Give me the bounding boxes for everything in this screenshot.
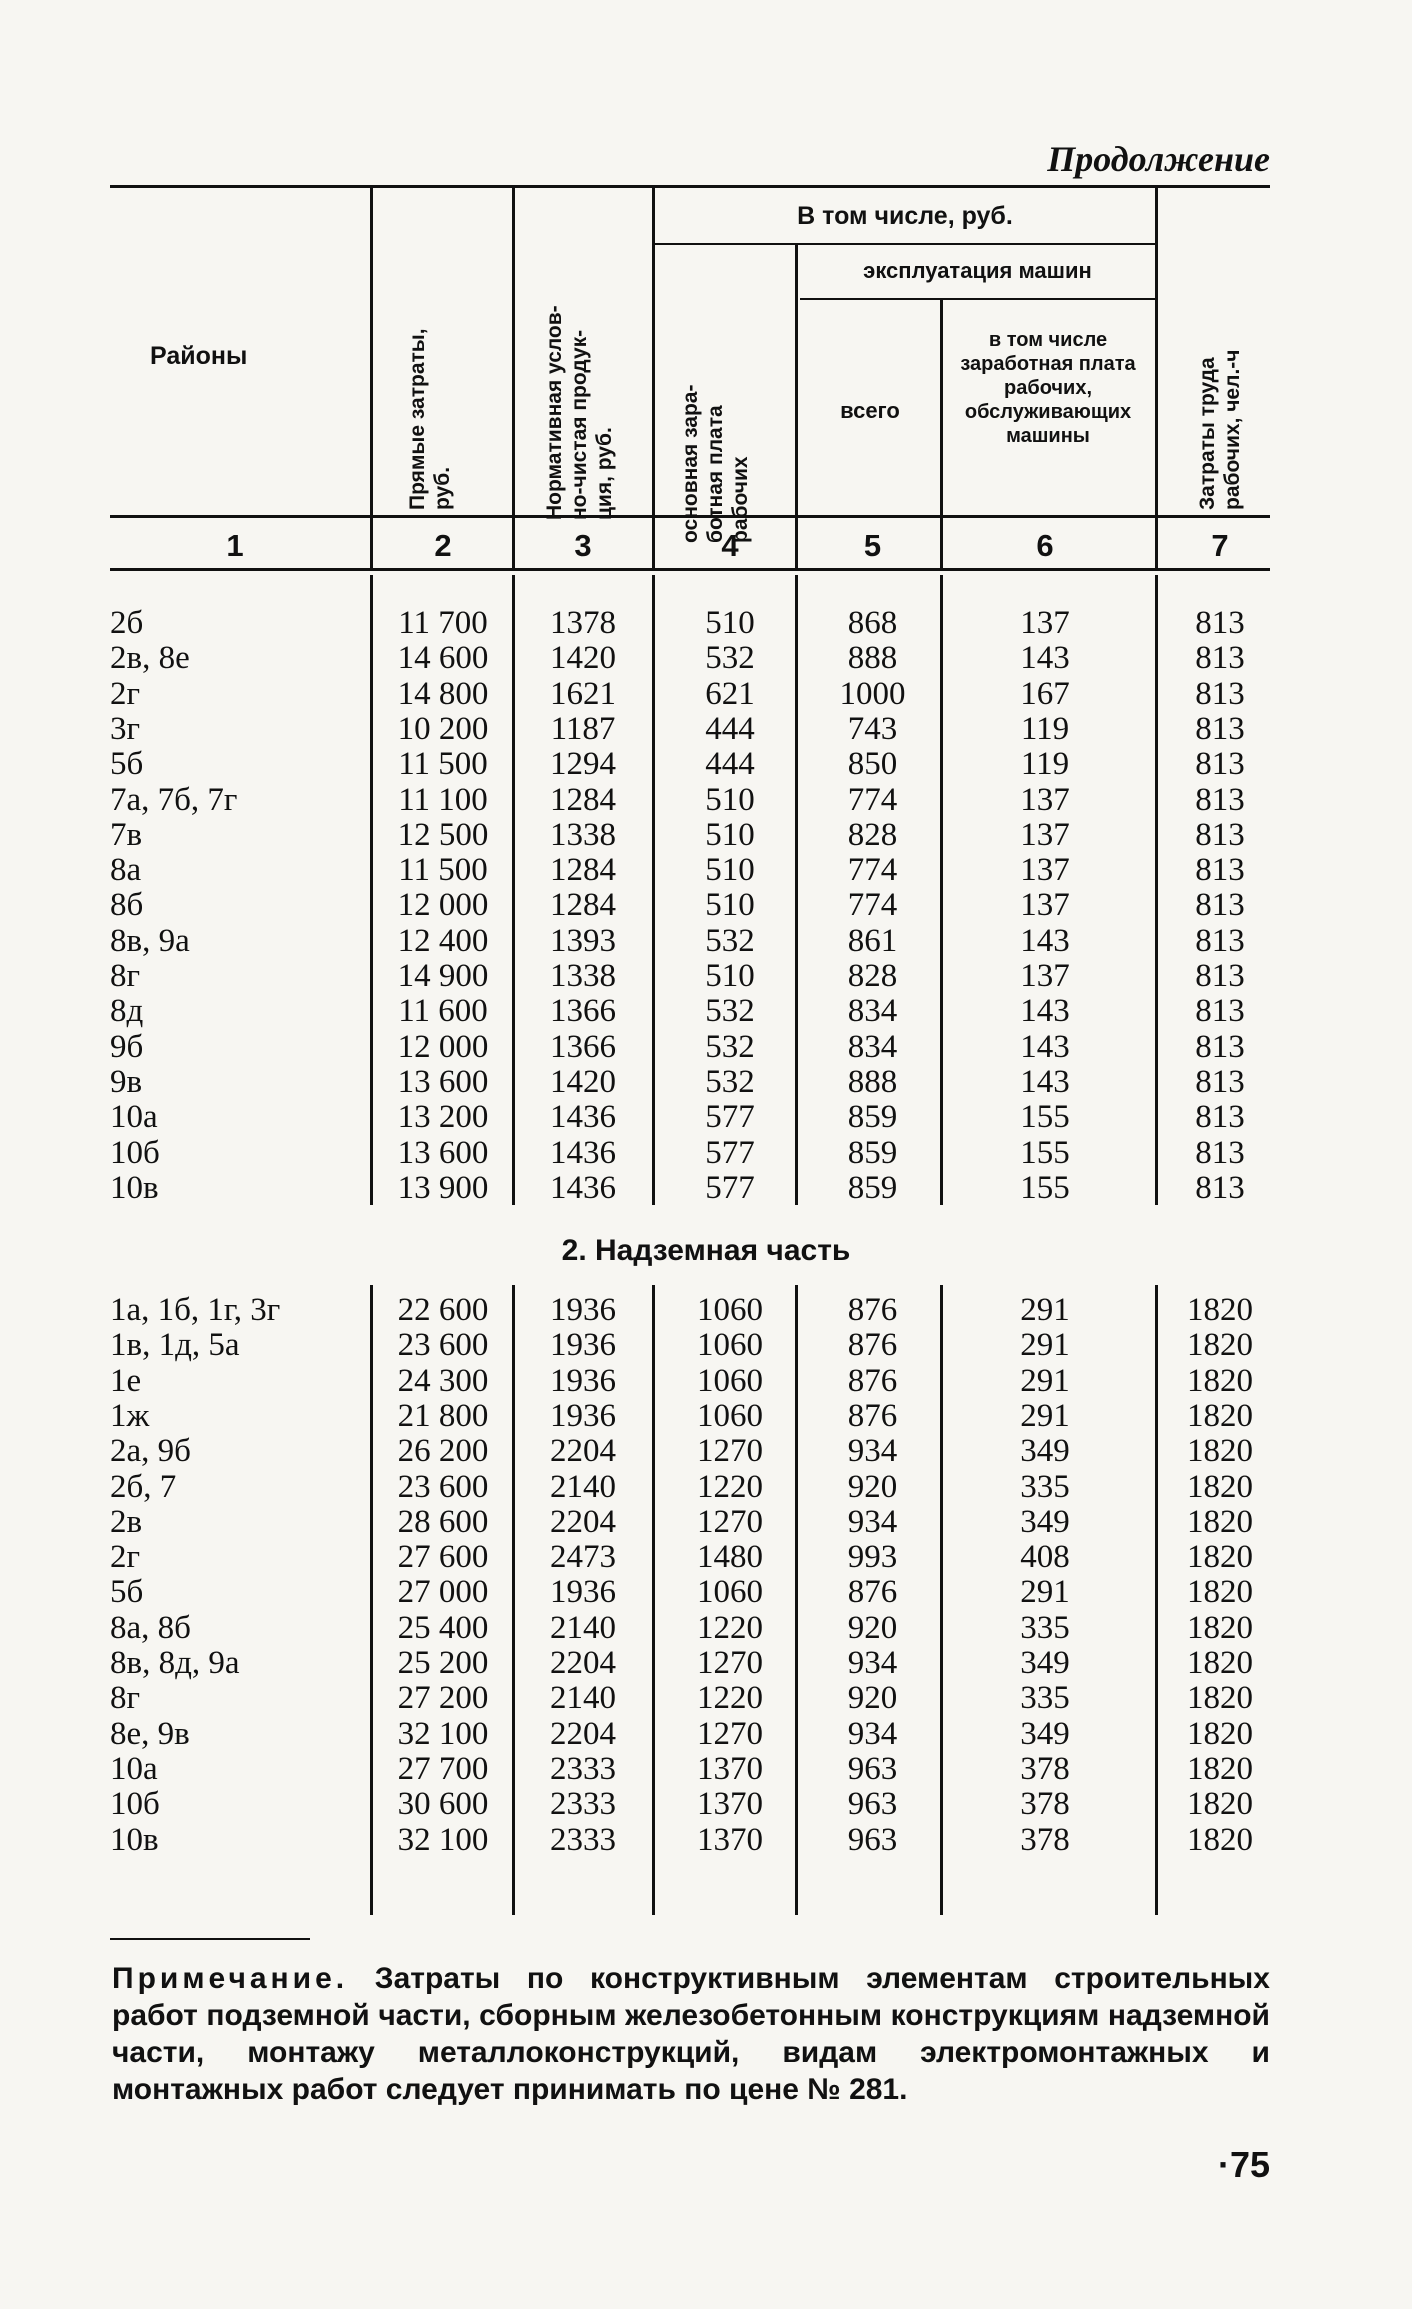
labor-cell: 1820 (1187, 1327, 1253, 1364)
direct-costs-cell: 13 900 (397, 1169, 489, 1206)
region-cell: 1а, 1б, 1г, 3г (110, 1292, 281, 1328)
region-cell: 1е (110, 1362, 142, 1399)
normative-cell: 1378 (550, 605, 616, 641)
normative-cell: 1420 (550, 640, 616, 677)
base-salary-cell: 444 (705, 746, 755, 783)
region-cell: 5б (110, 1574, 144, 1611)
base-salary-cell: 510 (705, 816, 755, 853)
labor-cell: 1820 (1187, 1786, 1253, 1823)
direct-costs-cell: 30 600 (397, 1786, 489, 1823)
direct-costs-cell: 11 600 (398, 993, 488, 1030)
base-salary-cell: 1480 (697, 1539, 763, 1576)
machine-total-cell: 868 (847, 605, 898, 641)
operator-salary-cell: 137 (1020, 852, 1070, 889)
labor-cell: 1820 (1187, 1715, 1253, 1752)
labor-cell: 1820 (1187, 1397, 1253, 1434)
operator-salary-cell: 137 (1020, 958, 1070, 994)
normative-cell: 2140 (550, 1468, 616, 1505)
machine-total-cell: 876 (847, 1292, 898, 1328)
table-row (0, 1716, 1412, 1752)
machine-total-cell: 934 (847, 1503, 898, 1540)
region-cell: 8д (110, 993, 144, 1030)
direct-costs-cell: 32 100 (397, 1821, 489, 1858)
column-number: 3 (574, 528, 592, 563)
normative-cell: 1436 (550, 1169, 616, 1206)
direct-costs-cell: 12 000 (397, 1028, 489, 1065)
base-salary-cell: 510 (705, 887, 755, 924)
direct-costs-cell: 21 800 (397, 1397, 489, 1434)
direct-costs-cell: 11 500 (398, 746, 488, 783)
numbers-bottom-rule (110, 568, 1270, 571)
region-cell: 10а (110, 1099, 158, 1136)
table-row (0, 1099, 1412, 1135)
normative-cell: 1393 (550, 922, 616, 959)
table-row (0, 993, 1412, 1029)
table-row (0, 1363, 1412, 1399)
region-cell: 10а (110, 1750, 158, 1787)
base-salary-cell: 1060 (697, 1292, 763, 1328)
region-cell: 7а, 7б, 7г (110, 781, 238, 818)
table-row (0, 817, 1412, 853)
operator-salary-cell: 137 (1020, 887, 1070, 924)
column-number: 4 (721, 528, 739, 563)
normative-cell: 2204 (550, 1715, 616, 1752)
base-salary-cell: 1060 (697, 1397, 763, 1434)
labor-cell: 813 (1195, 887, 1245, 924)
region-cell: 2а, 9б (110, 1433, 191, 1470)
machine-total-cell: 920 (847, 1609, 898, 1646)
base-salary-cell: 1270 (697, 1503, 763, 1540)
region-cell: 2б, 7 (110, 1468, 177, 1505)
normative-cell: 2204 (550, 1433, 616, 1470)
col-divider (512, 188, 515, 568)
continuation-label: Продолжение (1047, 139, 1270, 179)
table-row (0, 746, 1412, 782)
machine-total-cell: 888 (847, 640, 898, 677)
base-salary-cell: 510 (705, 781, 755, 818)
table-row (0, 958, 1412, 994)
normative-cell: 1936 (550, 1292, 616, 1328)
labor-cell: 1820 (1187, 1645, 1253, 1681)
labor-cell: 1820 (1187, 1750, 1253, 1787)
table-row (0, 1680, 1412, 1716)
region-cell: 8б (110, 887, 144, 924)
operator-salary-cell: 291 (1020, 1292, 1070, 1328)
col-divider (940, 300, 943, 568)
region-cell: 2б (110, 605, 144, 641)
base-salary-cell: 444 (705, 710, 755, 747)
operator-salary-cell: 291 (1020, 1327, 1070, 1364)
normative-cell: 1436 (550, 1099, 616, 1136)
operator-salary-cell: 155 (1020, 1099, 1070, 1136)
operator-salary-cell: 143 (1020, 640, 1070, 677)
labor-cell: 813 (1195, 781, 1245, 818)
normative-cell: 2204 (550, 1503, 616, 1540)
normative-cell: 2140 (550, 1609, 616, 1646)
direct-costs-cell: 25 400 (397, 1609, 489, 1646)
machine-total-cell: 774 (847, 887, 898, 924)
labor-cell: 813 (1195, 958, 1245, 994)
direct-costs-cell: 11 500 (398, 852, 488, 889)
region-cell: 9б (110, 1028, 144, 1065)
region-cell: 10в (110, 1821, 159, 1858)
direct-costs-cell: 24 300 (397, 1362, 489, 1399)
region-cell: 8а, 8б (110, 1609, 191, 1646)
labor-cell: 813 (1195, 675, 1245, 712)
machine-total-cell: 920 (847, 1468, 898, 1505)
column-header-including: В том числе, руб. (797, 202, 1013, 230)
col-divider (652, 188, 655, 568)
direct-costs-cell: 11 100 (398, 781, 488, 818)
labor-cell: 1820 (1187, 1433, 1253, 1470)
region-cell: 2г (110, 1539, 141, 1576)
including-rule (655, 243, 1155, 245)
operator-salary-cell: 378 (1020, 1786, 1070, 1823)
table-row (0, 1327, 1412, 1363)
table-row (0, 605, 1412, 641)
labor-cell: 1820 (1187, 1821, 1253, 1858)
machine-total-cell: 876 (847, 1362, 898, 1399)
region-cell: 2в, 8е (110, 640, 190, 677)
region-cell: 8е, 9в (110, 1715, 190, 1752)
table-row (0, 1029, 1412, 1065)
operator-salary-cell: 291 (1020, 1397, 1070, 1434)
machine-total-cell: 861 (847, 922, 898, 959)
direct-costs-cell: 14 800 (397, 675, 489, 712)
table-row (0, 640, 1412, 676)
normative-cell: 1436 (550, 1134, 616, 1171)
direct-costs-cell: 26 200 (397, 1433, 489, 1470)
direct-costs-cell: 25 200 (397, 1645, 489, 1681)
table-row (0, 1064, 1412, 1100)
machine-total-cell: 888 (847, 1063, 898, 1100)
table-row (0, 1574, 1412, 1610)
table-row (0, 923, 1412, 959)
direct-costs-cell: 13 600 (397, 1063, 489, 1100)
footnote (112, 1960, 1270, 2108)
labor-cell: 813 (1195, 1134, 1245, 1171)
operator-salary-cell: 143 (1020, 993, 1070, 1030)
base-salary-cell: 510 (705, 852, 755, 889)
column-header-operator-salary: в том числе заработная плата рабочих, обслуживающих машины (960, 329, 1136, 447)
direct-costs-cell: 27 600 (397, 1539, 489, 1576)
operator-salary-cell: 335 (1020, 1468, 1070, 1505)
operator-salary-cell: 137 (1020, 605, 1070, 641)
region-cell: 2в (110, 1503, 143, 1540)
normative-cell: 1338 (550, 816, 616, 853)
region-cell: 8г (110, 1680, 141, 1717)
base-salary-cell: 1370 (697, 1821, 763, 1858)
table-row (0, 676, 1412, 712)
labor-cell: 813 (1195, 1099, 1245, 1136)
base-salary-cell: 1060 (697, 1327, 763, 1364)
labor-cell: 813 (1195, 993, 1245, 1030)
operator-salary-cell: 349 (1020, 1715, 1070, 1752)
footnote-rule (110, 1938, 310, 1940)
region-cell: 3г (110, 710, 141, 747)
normative-cell: 1936 (550, 1327, 616, 1364)
machine-total-cell: 834 (847, 1028, 898, 1065)
normative-cell: 1936 (550, 1362, 616, 1399)
labor-cell: 813 (1195, 1169, 1245, 1206)
operator-salary-cell: 137 (1020, 816, 1070, 853)
normative-cell: 1284 (550, 852, 616, 889)
region-cell: 8в, 9а (110, 922, 190, 959)
base-salary-cell: 577 (705, 1169, 755, 1206)
machine-total-cell: 934 (847, 1715, 898, 1752)
region-cell: 1в, 1д, 5а (110, 1327, 240, 1364)
normative-cell: 2333 (550, 1821, 616, 1858)
footnote-text: Затраты по конструктивным элементам строительных работ подземной части, сборным железобетонным конструкциям надземной части, монтажу металлоконструкций, видам электромонтажных и монтажных работ следует принимать по цене № 281. (112, 1962, 1270, 2106)
table-row (0, 711, 1412, 747)
table-row (0, 1433, 1412, 1469)
column-number: 2 (434, 528, 452, 563)
direct-costs-cell: 13 200 (397, 1099, 489, 1136)
machines-rule (800, 298, 1155, 300)
normative-cell: 1936 (550, 1574, 616, 1611)
table-row (0, 1292, 1412, 1328)
region-cell: 10б (110, 1134, 160, 1171)
machine-total-cell: 828 (847, 816, 898, 853)
direct-costs-cell: 27 200 (397, 1680, 489, 1717)
operator-salary-cell: 378 (1020, 1821, 1070, 1858)
table-row (0, 852, 1412, 888)
labor-cell: 813 (1195, 816, 1245, 853)
table-row (0, 1504, 1412, 1540)
base-salary-cell: 1270 (697, 1433, 763, 1470)
operator-salary-cell: 291 (1020, 1362, 1070, 1399)
operator-salary-cell: 349 (1020, 1645, 1070, 1681)
operator-salary-cell: 143 (1020, 1063, 1070, 1100)
operator-salary-cell: 143 (1020, 1028, 1070, 1065)
col-divider (1155, 188, 1158, 568)
region-cell: 8в, 8д, 9а (110, 1645, 240, 1681)
direct-costs-cell: 32 100 (397, 1715, 489, 1752)
table-row (0, 887, 1412, 923)
direct-costs-cell: 23 600 (397, 1327, 489, 1364)
labor-cell: 1820 (1187, 1292, 1253, 1328)
normative-cell: 2140 (550, 1680, 616, 1717)
machine-total-cell: 834 (847, 993, 898, 1030)
operator-salary-cell: 143 (1020, 922, 1070, 959)
operator-salary-cell: 335 (1020, 1680, 1070, 1717)
table-row (0, 1610, 1412, 1646)
normative-cell: 1420 (550, 1063, 616, 1100)
base-salary-cell: 532 (705, 993, 755, 1030)
table-row (0, 1398, 1412, 1434)
machine-total-cell: 876 (847, 1397, 898, 1434)
table-row (0, 1135, 1412, 1171)
region-cell: 2г (110, 675, 141, 712)
machine-total-cell: 859 (847, 1134, 898, 1171)
labor-cell: 1820 (1187, 1574, 1253, 1611)
machine-total-cell: 828 (847, 958, 898, 994)
labor-cell: 1820 (1187, 1539, 1253, 1576)
table-row (0, 1786, 1412, 1822)
machine-total-cell: 963 (847, 1750, 898, 1787)
operator-salary-cell: 119 (1020, 710, 1070, 747)
direct-costs-cell: 12 400 (397, 922, 489, 959)
labor-cell: 1820 (1187, 1468, 1253, 1505)
machine-total-cell: 920 (847, 1680, 898, 1717)
machine-total-cell: 934 (847, 1433, 898, 1470)
region-cell: 8а (110, 852, 142, 889)
labor-cell: 1820 (1187, 1680, 1253, 1717)
region-cell: 10в (110, 1169, 159, 1206)
machine-total-cell: 774 (847, 781, 898, 818)
direct-costs-cell: 11 700 (398, 605, 488, 641)
base-salary-cell: 510 (705, 605, 755, 641)
labor-cell: 813 (1195, 605, 1245, 641)
operator-salary-cell: 137 (1020, 781, 1070, 818)
region-cell: 7в (110, 816, 143, 853)
table-row (0, 1539, 1412, 1575)
normative-cell: 1366 (550, 993, 616, 1030)
col-divider (370, 188, 373, 568)
base-salary-cell: 1220 (697, 1468, 763, 1505)
base-salary-cell: 1060 (697, 1362, 763, 1399)
operator-salary-cell: 155 (1020, 1169, 1070, 1206)
base-salary-cell: 1270 (697, 1645, 763, 1681)
base-salary-cell: 510 (705, 958, 755, 994)
base-salary-cell: 577 (705, 1134, 755, 1171)
base-salary-cell: 1270 (697, 1715, 763, 1752)
column-number: 5 (863, 528, 882, 563)
table-row (0, 1822, 1412, 1858)
base-salary-cell: 532 (705, 640, 755, 677)
operator-salary-cell: 167 (1020, 675, 1070, 712)
col-divider (795, 245, 798, 568)
machine-total-cell: 876 (847, 1327, 898, 1364)
operator-salary-cell: 155 (1020, 1134, 1070, 1171)
direct-costs-cell: 22 600 (397, 1292, 489, 1328)
column-header-regions: Районы (150, 342, 248, 370)
labor-cell: 813 (1195, 852, 1245, 889)
machine-total-cell: 850 (847, 746, 898, 783)
machine-total-cell: 934 (847, 1645, 898, 1681)
normative-cell: 1284 (550, 887, 616, 924)
labor-cell: 813 (1195, 922, 1245, 959)
labor-cell: 813 (1195, 746, 1245, 783)
operator-salary-cell: 335 (1020, 1609, 1070, 1646)
column-number: 7 (1211, 528, 1229, 563)
operator-salary-cell: 349 (1020, 1433, 1070, 1470)
operator-salary-cell: 291 (1020, 1574, 1070, 1611)
column-header-total: всего (840, 398, 900, 423)
base-salary-cell: 1370 (697, 1786, 763, 1823)
direct-costs-cell: 12 500 (397, 816, 489, 853)
footnote-lead: Примечание. (112, 1962, 349, 1995)
page-number: ·75 (1217, 2144, 1270, 2185)
section-title: 2. Надземная часть (561, 1234, 851, 1267)
direct-costs-cell: 28 600 (397, 1503, 489, 1540)
table-row (0, 1751, 1412, 1787)
direct-costs-cell: 12 000 (397, 887, 489, 924)
normative-cell: 2333 (550, 1750, 616, 1787)
normative-cell: 2204 (550, 1645, 616, 1681)
normative-cell: 1284 (550, 781, 616, 818)
direct-costs-cell: 14 600 (397, 640, 489, 677)
normative-cell: 2333 (550, 1786, 616, 1823)
normative-cell: 1621 (550, 675, 616, 712)
column-number: 6 (1036, 528, 1054, 563)
normative-cell: 2473 (550, 1539, 616, 1576)
machine-total-cell: 963 (847, 1821, 898, 1858)
direct-costs-cell: 14 900 (397, 958, 489, 994)
machine-total-cell: 859 (847, 1099, 898, 1136)
table-row (0, 782, 1412, 818)
operator-salary-cell: 349 (1020, 1503, 1070, 1540)
table-row (0, 1645, 1412, 1681)
base-salary-cell: 1220 (697, 1680, 763, 1717)
direct-costs-cell: 23 600 (397, 1468, 489, 1505)
direct-costs-cell: 13 600 (397, 1134, 489, 1171)
machine-total-cell: 1000 (839, 675, 906, 712)
labor-cell: 1820 (1187, 1609, 1253, 1646)
machine-total-cell: 774 (847, 852, 898, 889)
region-cell: 8г (110, 958, 141, 994)
direct-costs-cell: 27 000 (397, 1574, 489, 1611)
base-salary-cell: 1060 (697, 1574, 763, 1611)
labor-cell: 1820 (1187, 1362, 1253, 1399)
normative-cell: 1338 (550, 958, 616, 994)
table-top-rule (110, 185, 1270, 188)
region-cell: 5б (110, 746, 144, 783)
normative-cell: 1366 (550, 1028, 616, 1065)
normative-cell: 1187 (550, 710, 616, 747)
base-salary-cell: 532 (705, 1063, 755, 1100)
labor-cell: 1820 (1187, 1503, 1253, 1540)
base-salary-cell: 1220 (697, 1609, 763, 1646)
column-header-direct-costs: Прямые затраты, руб. (406, 328, 454, 510)
column-header-normative-production: Нормативная услов- но-чистая продук- ция, руб. (543, 305, 616, 520)
table-row (0, 1170, 1412, 1206)
region-cell: 10б (110, 1786, 160, 1823)
operator-salary-cell: 378 (1020, 1750, 1070, 1787)
machine-total-cell: 743 (847, 710, 898, 747)
machine-total-cell: 963 (847, 1786, 898, 1823)
operator-salary-cell: 408 (1020, 1539, 1070, 1576)
machine-total-cell: 876 (847, 1574, 898, 1611)
labor-cell: 813 (1195, 1028, 1245, 1065)
labor-cell: 813 (1195, 1063, 1245, 1100)
column-header-machine-operation: эксплуатация машин (863, 258, 1092, 283)
machine-total-cell: 859 (847, 1169, 898, 1206)
column-header-base-salary: основная зара- ботная плата рабочих (679, 384, 752, 543)
column-number: 1 (226, 528, 244, 563)
base-salary-cell: 577 (705, 1099, 755, 1136)
table-row (0, 1469, 1412, 1505)
region-cell: 1ж (110, 1397, 150, 1434)
base-salary-cell: 621 (705, 675, 755, 712)
base-salary-cell: 1370 (697, 1750, 763, 1787)
labor-cell: 813 (1195, 640, 1245, 677)
base-salary-cell: 532 (705, 1028, 755, 1065)
direct-costs-cell: 10 200 (397, 710, 489, 747)
direct-costs-cell: 27 700 (397, 1750, 489, 1787)
region-cell: 9в (110, 1063, 143, 1100)
labor-cell: 813 (1195, 710, 1245, 747)
base-salary-cell: 532 (705, 922, 755, 959)
normative-cell: 1294 (550, 746, 616, 783)
column-header-labor: Затраты труда рабочих, чел.-ч (1196, 349, 1244, 510)
normative-cell: 1936 (550, 1397, 616, 1434)
machine-total-cell: 993 (847, 1539, 898, 1576)
operator-salary-cell: 119 (1020, 746, 1070, 783)
